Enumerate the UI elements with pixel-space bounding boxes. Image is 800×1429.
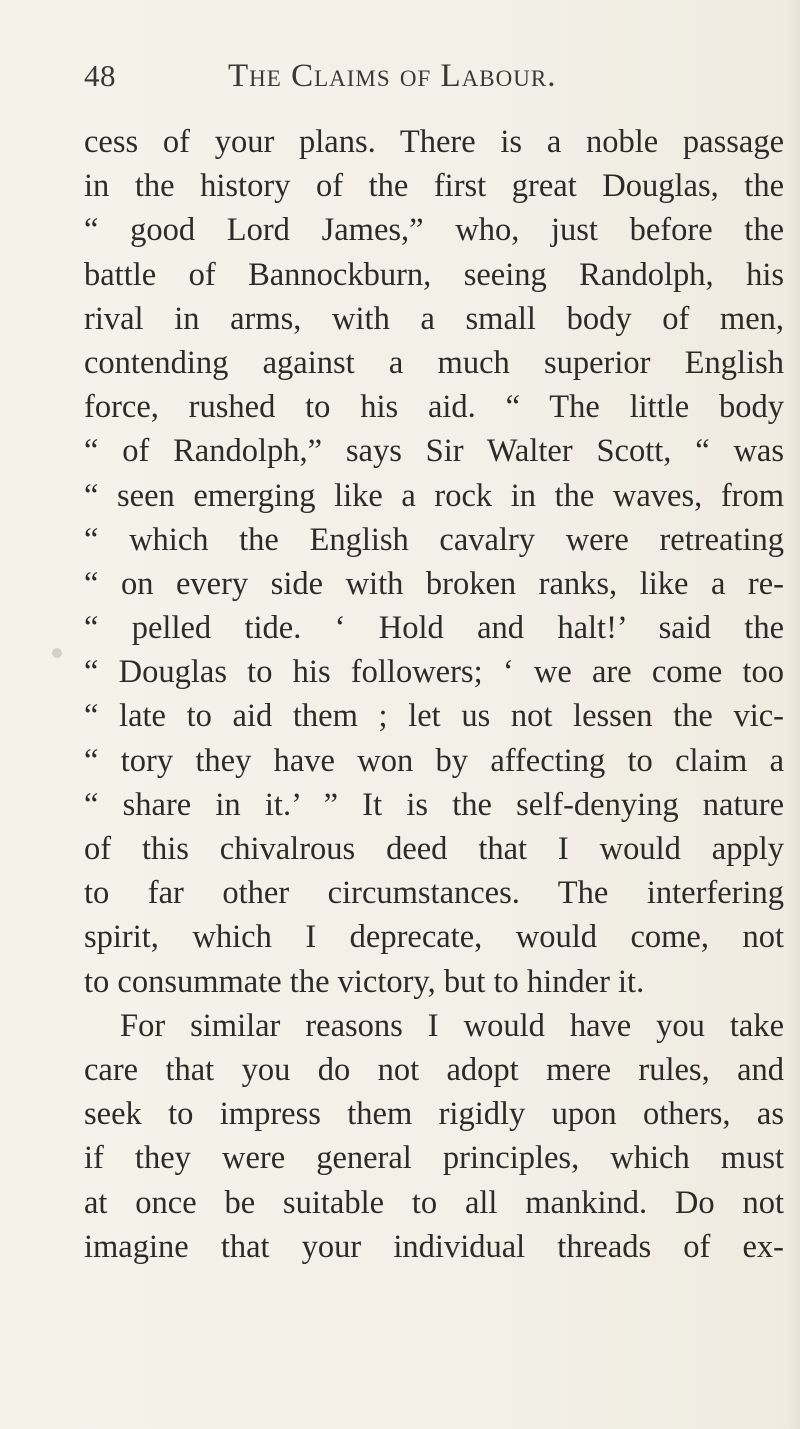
body-text: [84, 120, 784, 1269]
page-header: [0, 58, 800, 108]
text-line: battle of Bannockburn, seeing Randolph, his: [84, 256, 784, 293]
text-line: contending against a much superior English: [84, 344, 784, 381]
text-line: care that you do not adopt mere rules, and: [84, 1051, 784, 1088]
text-line: “ tory they have won by affecting to claim a: [84, 742, 784, 779]
text-line: at once be suitable to all mankind. Do not: [84, 1184, 784, 1221]
text-line: if they were general principles, which must: [84, 1140, 784, 1177]
text-line: “ on every side with broken ranks, like a re-: [84, 565, 784, 602]
text-line: cess of your plans. There is a noble passage: [84, 124, 784, 160]
text-line: “ seen emerging like a rock in the waves, from: [84, 477, 784, 514]
text-line: “ share in it.’ ” It is the self-denying nature: [84, 786, 784, 823]
page-number: 48: [84, 58, 116, 93]
running-title: The Claims of Labour.: [228, 58, 557, 94]
text-line: “ which the English cavalry were retreating: [84, 521, 784, 558]
text-line: For similar reasons I would have you take: [120, 1007, 784, 1044]
text-line: “ late to aid them ; let us not lessen the vic-: [84, 698, 784, 735]
text-line: to far other circumstances. The interfering: [84, 875, 784, 912]
text-line: “ pelled tide. ‘ Hold and halt!’ said the: [84, 610, 784, 647]
text-line: in the history of the first great Douglas, the: [84, 168, 784, 205]
text-line: rival in arms, with a small body of men,: [84, 300, 784, 337]
text-line: “ Douglas to his followers; ‘ we are come too: [84, 654, 784, 691]
text-line: force, rushed to his aid. “ The little body: [84, 389, 784, 426]
page-edge-shadow: [786, 0, 800, 1429]
text-line: to consummate the victory, but to hinder it.: [84, 963, 645, 1000]
ink-smudge: [52, 648, 62, 658]
text-line: “ of Randolph,” says Sir Walter Scott, “ was: [84, 433, 784, 470]
text-line: spirit, which I deprecate, would come, not: [84, 919, 784, 956]
text-line: of this chivalrous deed that I would apply: [84, 831, 784, 867]
text-line: imagine that your individual threads of ex-: [84, 1228, 784, 1265]
text-line: “ good Lord James,” who, just before the: [84, 212, 784, 249]
text-line: seek to impress them rigidly upon others, as: [84, 1096, 784, 1133]
